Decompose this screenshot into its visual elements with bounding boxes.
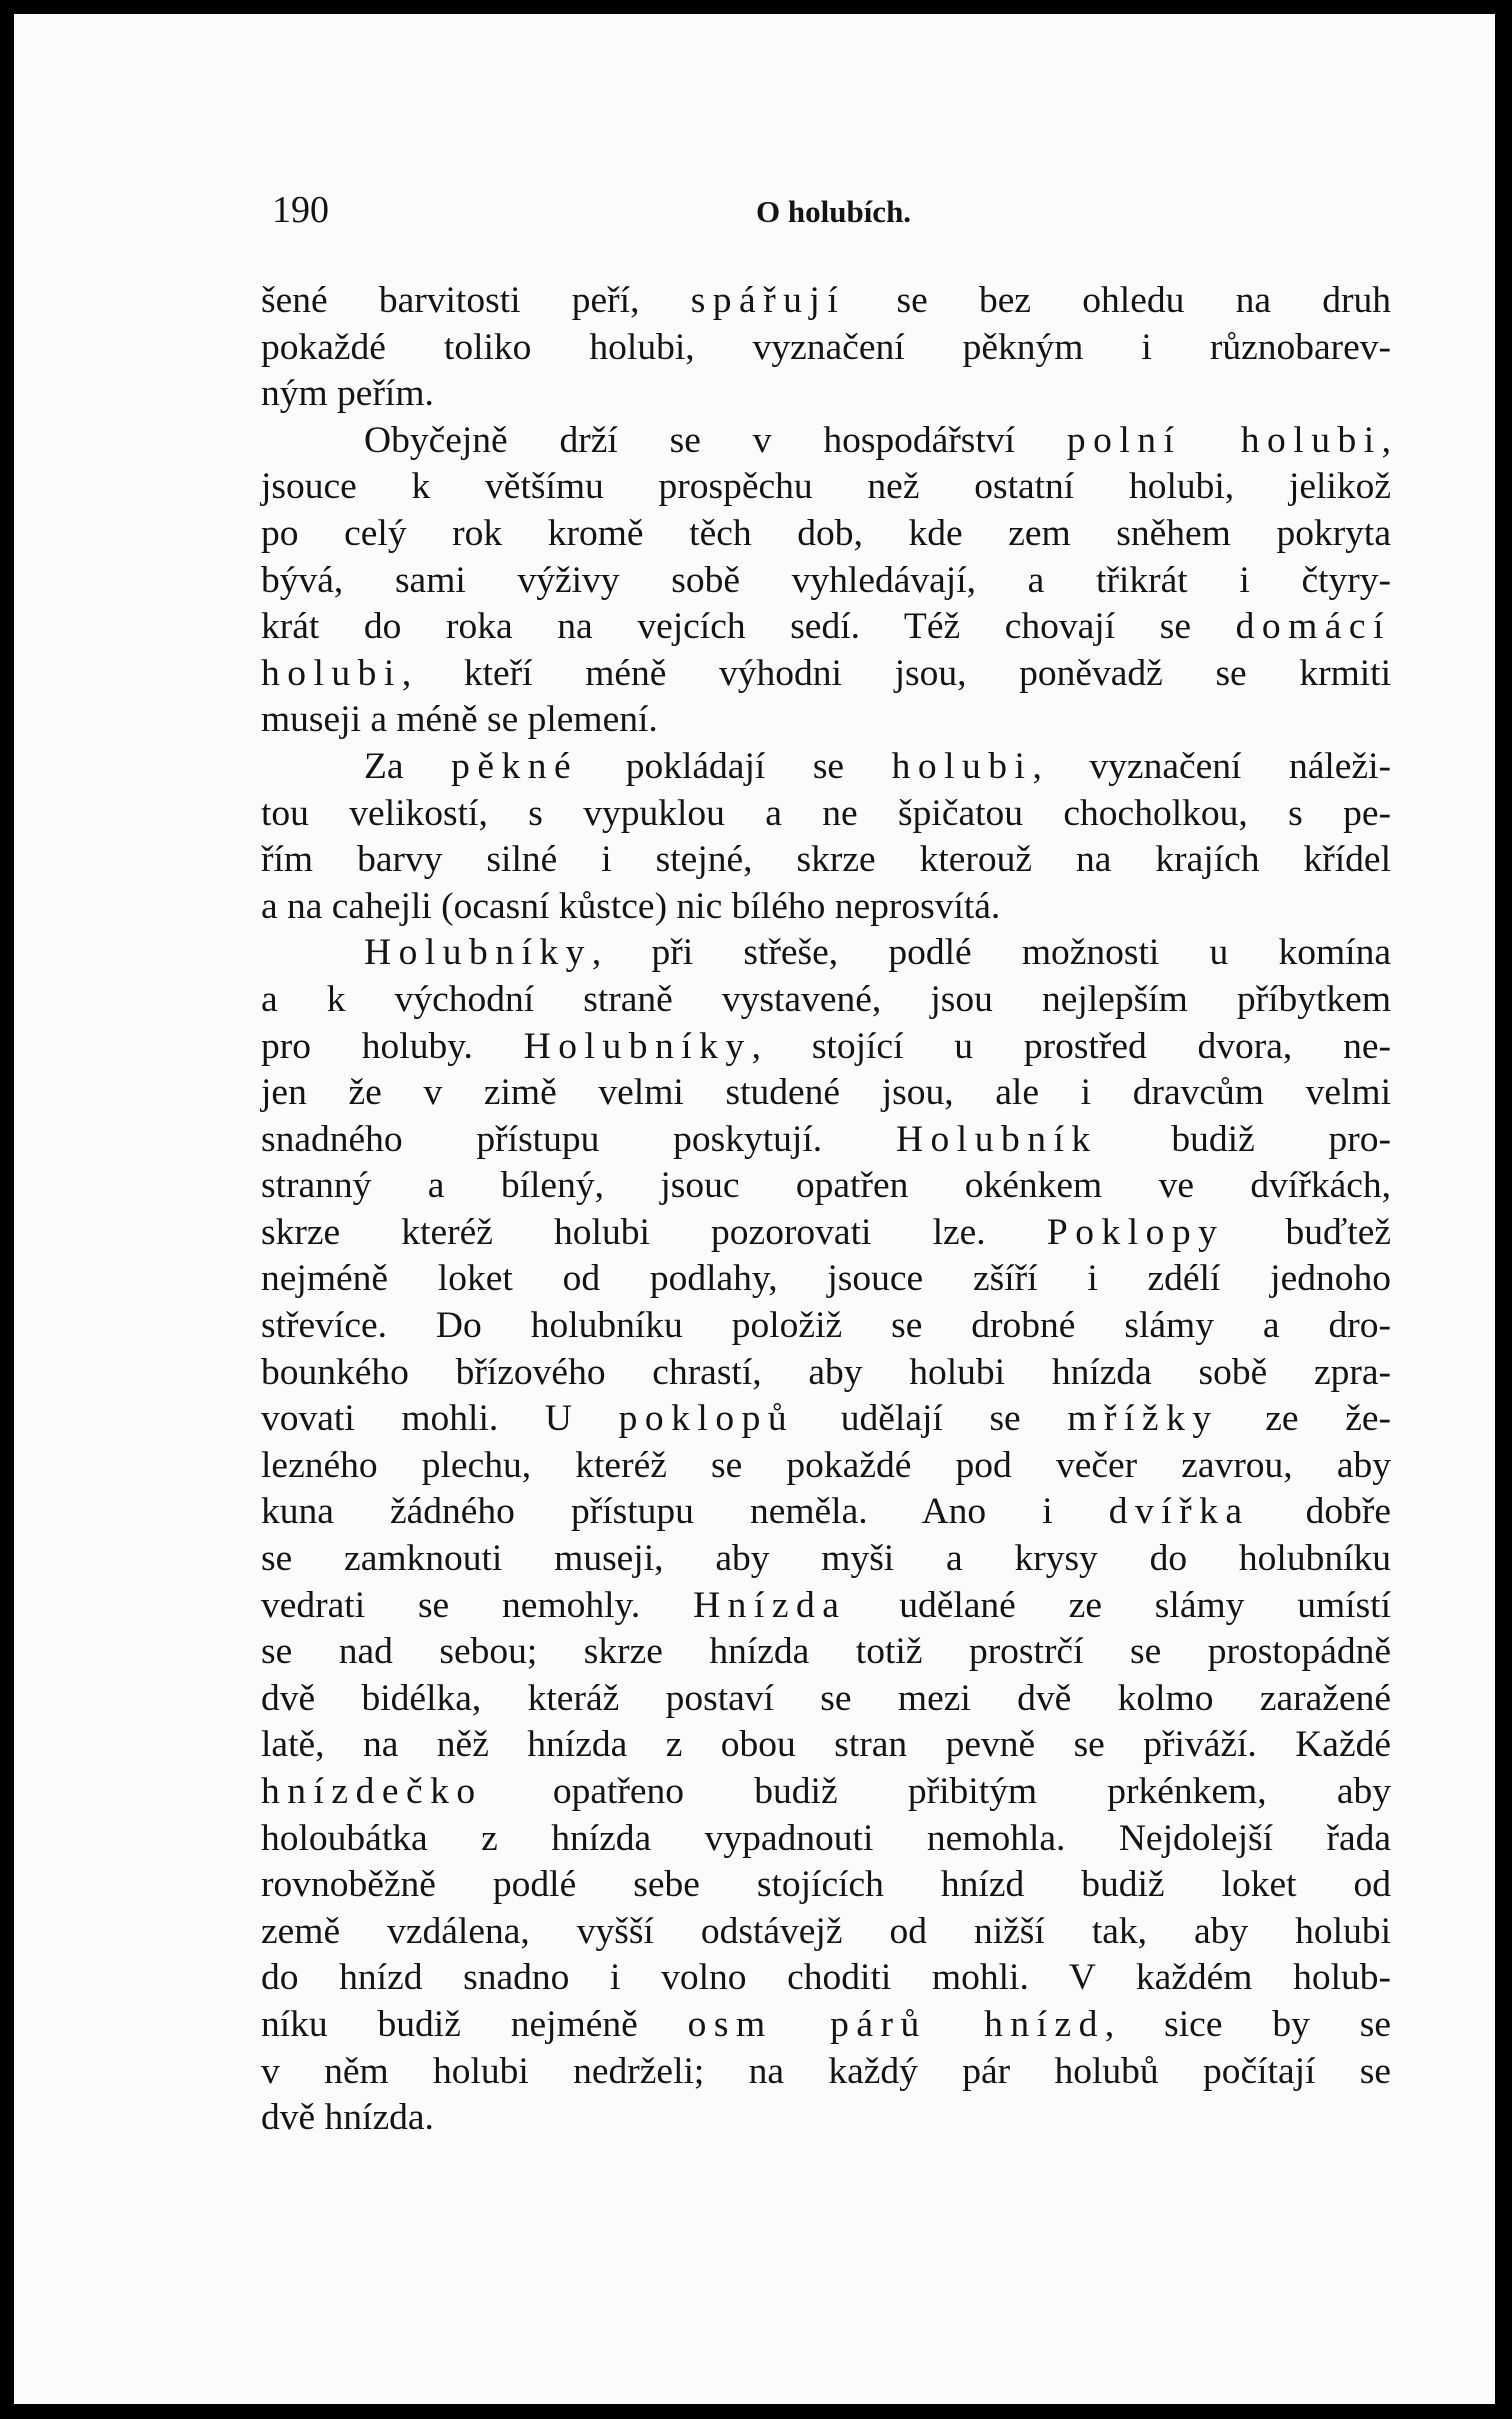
text-run: se bez ohledu na druh [845, 280, 1391, 321]
text-run: opatřeno budiž přibitým prkénkem, aby [482, 1771, 1391, 1812]
text-run: udělají se [794, 1398, 1068, 1440]
text-line [261, 1350, 1391, 1397]
text-run: udělané ze slámy umístí [846, 1584, 1392, 1626]
spaced-emphasis: Hnízda [693, 1584, 847, 1626]
text-run: nejméně loket od podlahy, jsouce zšíří i zdélí jednoho [261, 1258, 1391, 1300]
text-run: , [1381, 419, 1391, 461]
text-run: bývá, sami výživy sobě vyhledávají, a třikrát i čtyry- [261, 559, 1391, 601]
text-line [261, 1303, 1391, 1350]
text-run: a na cahejli (ocasní kůstce) nic bílého neprosvítá. [261, 885, 1001, 927]
text-run: latě, na něž hnízda z obou stran pevně se přiváží. Každé [261, 1724, 1391, 1766]
text-line [261, 1583, 1391, 1630]
text-run: ze že- [1218, 1398, 1391, 1440]
text-line [261, 1955, 1391, 2002]
text-run: pokládají se [578, 745, 892, 787]
text-run: rovnoběžně podlé sebe stojících hnízd budiž loket od [261, 1864, 1391, 1906]
text-run: pokaždé toliko holubi, vyznačení pěkným i různobarev- [261, 326, 1391, 368]
spaced-emphasis: polní holubi [1066, 419, 1382, 461]
text-run: , při střeše, podlé možnosti u komína [591, 932, 1391, 974]
spaced-emphasis: poklopů [618, 1398, 795, 1440]
text-line [261, 558, 1391, 605]
text-run: stranný a bílený, jsouc opatřen okénkem ve dvířkách, [261, 1165, 1391, 1207]
text-run: , vyznačení náleži- [1032, 745, 1391, 787]
spaced-emphasis: holubi [261, 652, 402, 694]
text-line [261, 1536, 1391, 1583]
text-line [261, 1816, 1391, 1863]
text-line [261, 1163, 1391, 1210]
text-run: dobře [1249, 1491, 1391, 1533]
spaced-emphasis: holubi [891, 745, 1033, 787]
body-text [261, 278, 1391, 2142]
text-run: dvě hnízda. [261, 2097, 434, 2139]
text-run: šené barvitosti peří, [261, 280, 691, 321]
spaced-emphasis: spářují [690, 280, 846, 321]
text-line [261, 1210, 1391, 1257]
text-run: střevíce. Do holubníku položiž se drobné slámy a dro- [261, 1305, 1391, 1347]
text-line [261, 651, 1391, 698]
text-line [261, 884, 1391, 931]
text-run: po celý rok kromě těch dob, kde zem sněhem pokryta [261, 512, 1391, 554]
text-run: holoubátka z hnízda vypadnouti nemohla. Nejdolejší řada [261, 1817, 1391, 1859]
text-run: řím barvy silné i stejné, skrze kterouž na krajích křídel [261, 839, 1391, 881]
text-line [261, 1443, 1391, 1490]
text-line [261, 1024, 1391, 1071]
text-line [261, 1909, 1391, 1956]
text-run: tou velikostí, s vypuklou a ne špičatou chocholkou, s pe- [261, 792, 1391, 834]
text-run: vovati mohli. U [261, 1398, 619, 1440]
spaced-emphasis: osm párů hnízd [687, 2003, 1105, 2045]
text-line [261, 511, 1391, 558]
text-line [261, 1396, 1391, 1443]
text-run: , kteří méně výhodni jsou, poněvadž se krmiti [401, 652, 1391, 694]
text-run: v něm holubi nedrželi; na každý pár holubů počítají se [261, 2050, 1391, 2092]
text-run: jsouce k většímu prospěchu než ostatní holubi, jelikož [261, 466, 1391, 508]
text-run: níku budiž nejméně [261, 2003, 688, 2045]
text-run: země vzdálena, vyšší odstávejž od nižší tak, aby holubi [261, 1910, 1391, 1952]
text-run: ným peřím. [261, 373, 434, 415]
text-line [261, 2002, 1391, 2049]
spaced-emphasis: dvířka [1108, 1491, 1250, 1533]
text-line [261, 1117, 1391, 1164]
spaced-emphasis: hnízdečko [261, 1771, 483, 1812]
text-line [261, 1769, 1391, 1816]
running-title: O holubích. [756, 194, 912, 229]
text-line [261, 744, 1391, 791]
text-line [261, 325, 1391, 372]
text-run: kuna žádného přístupu neměla. Ano i [261, 1491, 1109, 1533]
text-run: , stojící u prostřed dvora, ne- [751, 1025, 1391, 1067]
text-run: pro holuby. [261, 1025, 524, 1067]
page-number: 190 [272, 189, 329, 231]
text-run: snadného přístupu poskytují. [261, 1118, 896, 1160]
text-run: se zamknouti museji, aby myši a krysy do holubníku [261, 1538, 1391, 1580]
spaced-emphasis: Holubník [895, 1118, 1098, 1160]
text-run: Obyčejně drží se v hospodářství [364, 419, 1067, 461]
spaced-emphasis: pěkné [451, 745, 579, 787]
text-line [261, 418, 1391, 465]
text-line [261, 1070, 1391, 1117]
spaced-emphasis: Holubníky [523, 1025, 752, 1067]
text-run: Za [364, 745, 452, 787]
text-line [261, 930, 1391, 977]
text-line [261, 278, 1391, 325]
spaced-emphasis: Poklopy [1046, 1211, 1225, 1253]
text-line [261, 464, 1391, 511]
text-line [261, 604, 1391, 651]
text-run: krát do roka na vejcích sedí. Též chovají se [261, 606, 1236, 648]
text-run: vedrati se nemohly. [261, 1584, 694, 1626]
text-line [261, 1629, 1391, 1676]
text-line [261, 2095, 1391, 2142]
text-run: do hnízd snadno i volno choditi mohli. V každém holub- [261, 1957, 1391, 1999]
text-run: lezného plechu, kteréž se pokaždé pod večer zavrou, aby [261, 1444, 1391, 1486]
text-line [261, 1489, 1391, 1536]
text-line [261, 977, 1391, 1024]
text-line [261, 371, 1391, 418]
text-run: , sice by se [1104, 2003, 1391, 2045]
spaced-emphasis: domácí [1235, 606, 1391, 648]
text-run: budiž pro- [1097, 1118, 1391, 1160]
text-run: skrze kteréž holubi pozorovati lze. [261, 1211, 1047, 1253]
text-run: se nad sebou; skrze hnízda totiž prostrčí se prostopádně [261, 1631, 1391, 1673]
spaced-emphasis: Holubníky [364, 932, 592, 974]
text-run: dvě bidélka, kteráž postaví se mezi dvě kolmo zaražené [261, 1677, 1391, 1719]
text-line [261, 791, 1391, 838]
text-line [261, 697, 1391, 744]
text-run: a k východní straně vystavené, jsou nejlepším příbytkem [261, 978, 1391, 1020]
text-line [261, 2049, 1391, 2096]
book-page [14, 14, 1495, 2404]
spaced-emphasis: mřížky [1067, 1398, 1219, 1440]
text-run: bounkého břízového chrastí, aby holubi hnízda sobě zpra- [261, 1351, 1391, 1393]
text-run: buďtež [1224, 1211, 1391, 1253]
text-line [261, 1676, 1391, 1723]
text-run: museji a méně se plemení. [261, 699, 658, 741]
text-line [261, 1862, 1391, 1909]
page-header [272, 188, 1387, 232]
text-run: jen že v zimě velmi studené jsou, ale i dravcům velmi [261, 1072, 1391, 1114]
text-line [261, 1256, 1391, 1303]
text-line [261, 1722, 1391, 1769]
text-line [261, 837, 1391, 884]
